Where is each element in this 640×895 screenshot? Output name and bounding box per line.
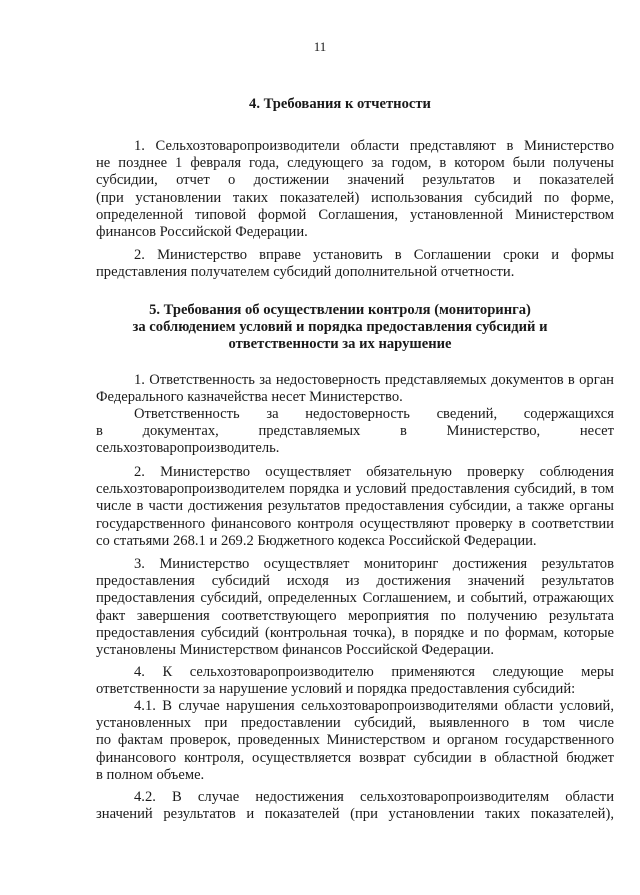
text-line: финансового контроля, осуществляется возврат субсидии в областной бюджет (96, 749, 614, 766)
section-4-paragraph-2 (96, 247, 614, 281)
section-5-paragraph-1b (96, 406, 614, 458)
text-line: 1. Ответственность за недостоверность представляемых документов в орган (134, 372, 614, 388)
text-line: в полном объеме. (96, 766, 205, 783)
text-line: установленных при предоставлении субсидий, выявленного в том числе (96, 715, 614, 732)
text-line: 4. К сельхозтоваропроизводителю применяются следующие меры (134, 664, 614, 680)
text-line: сельхозтоваропроизводителем порядка и условий предоставления субсидий, в том (96, 481, 614, 498)
text-line: по фактам проверок, проведенных Министерством и органом государственного (96, 732, 614, 749)
text-line: определенной типовой формой Соглашения, установленной Министерством (96, 206, 614, 223)
text-line: сельхозтоваропроизводитель. (96, 440, 280, 457)
section-5-paragraph-2 (96, 464, 614, 550)
section-5-paragraph-4-1 (96, 698, 614, 784)
page-number: 11 (313, 39, 327, 54)
text-line: государственного финансового контроля осуществляют проверку в соответствии (96, 515, 614, 532)
text-line: значений результатов и показателей (при установлении таких показателей), (96, 806, 614, 823)
text-line: факт завершения соответствующего мероприятия по получению результата (96, 607, 614, 624)
section-5-paragraph-1 (96, 372, 614, 406)
text-line: 4.1. В случае нарушения сельхозтоваропроизводителями области условий, (134, 698, 614, 714)
text-line: Ответственность за недостоверность сведений, содержащихся (134, 406, 614, 422)
heading-line: за соблюдением условий и порядка предоставления субсидий и (132, 319, 548, 336)
section-4-heading: 4. Требования к отчетности (249, 96, 431, 112)
section-5-paragraph-4-2 (96, 789, 614, 823)
text-line: предоставления субсидий, определенных Соглашением, и событий, отражающих (96, 590, 614, 607)
heading-line: ответственности за их нарушение (228, 336, 452, 353)
section-5-paragraph-4 (96, 664, 614, 698)
text-line: ответственности за нарушение условий и порядка предоставления субсидий: (96, 681, 576, 698)
text-line: со статьями 268.1 и 269.2 Бюджетного кодекса Российской Федерации. (96, 532, 537, 549)
text-line: установлены Министерством финансов Российской Федерации. (96, 641, 495, 658)
text-line: 2. Министерство вправе установить в Соглашении сроки и формы (134, 247, 614, 263)
text-line: представления получателем субсидий дополнительной отчетности. (96, 264, 515, 281)
text-line: предоставления субсидий исходя из достижения значений результатов (96, 573, 614, 590)
text-line: (при установлении таких показателей) использования субсидий по форме, (96, 189, 614, 206)
text-line: субсидии, отчет о достижении значений результатов и показателей (96, 172, 614, 189)
text-line: предоставления субсидий (контрольная точка), в порядке и по формам, которые (96, 624, 614, 641)
section-5-paragraph-3 (96, 556, 614, 659)
text-line: в документах, представляемых в Министерство, несет (96, 423, 614, 440)
heading-line: 5. Требования об осуществлении контроля (мониторинга) (149, 302, 531, 318)
text-line: не позднее 1 февраля года, следующего за годом, в котором были получены (96, 155, 614, 172)
text-line: 2. Министерство осуществляет обязательную проверку соблюдения (134, 464, 614, 480)
section-5-heading (60, 302, 620, 354)
text-line: числе в части достижения результатов предоставления субсидии, а также органы (96, 498, 614, 515)
text-line: 1. Сельхозтоваропроизводители области представляют в Министерство (134, 138, 614, 154)
section-4-paragraph-1 (96, 138, 614, 241)
text-line: Федерального казначейства несет Министерство. (96, 389, 403, 406)
text-line: 3. Министерство осуществляет мониторинг достижения результатов (134, 556, 614, 572)
text-line: финансов Российской Федерации. (96, 223, 308, 240)
text-line: 4.2. В случае недостижения сельхозтоваропроизводителям области (134, 789, 614, 805)
